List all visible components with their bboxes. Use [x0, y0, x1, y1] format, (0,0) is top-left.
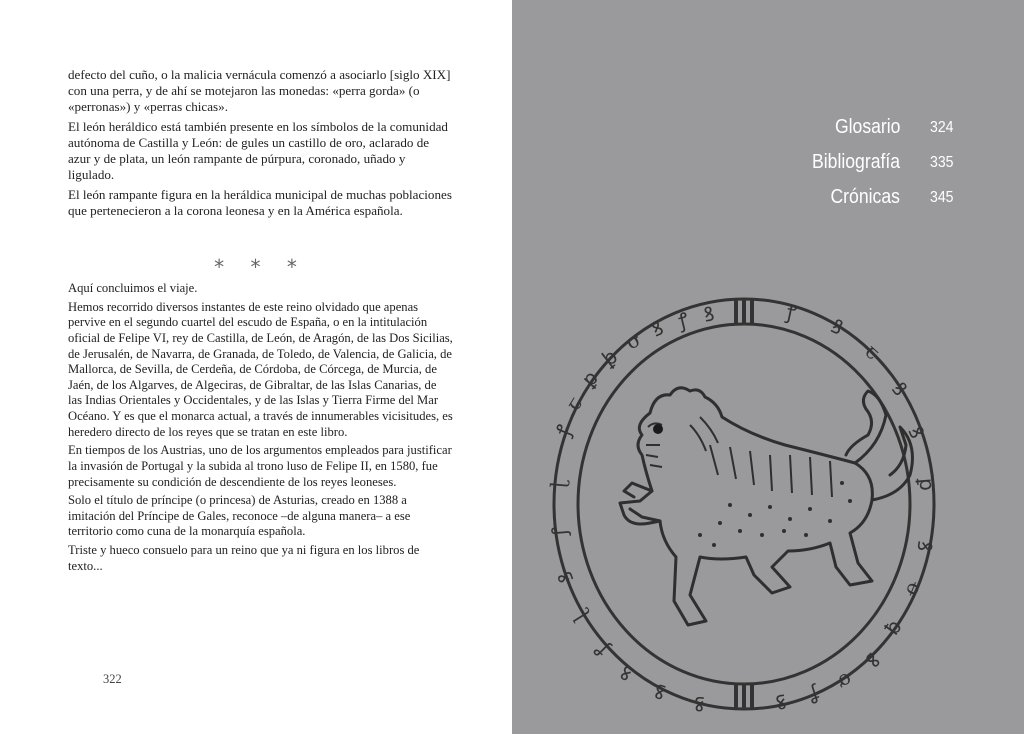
- svg-text:ɭ: ɭ: [567, 607, 593, 627]
- paragraph: Aquí concluimos el viaje.: [68, 281, 198, 295]
- paragraph: Solo el título de príncipe (o princesa) de Asturias, creado en 1388 a imitación del Príncipe de Gales, reconoce –de alguna manera– a ese territorio como cuna de la monarquía española.: [68, 493, 411, 539]
- svg-text:ꝸ: ꝸ: [552, 568, 579, 586]
- svg-text:ꝸ: ꝸ: [886, 377, 913, 401]
- svg-text:ꝑ: ꝑ: [576, 365, 603, 392]
- svg-text:ɭ: ɭ: [545, 479, 571, 490]
- toc-entry-cronicas[interactable]: [512, 186, 1024, 216]
- svg-text:ꞇ: ꞇ: [860, 339, 885, 365]
- closing-text: [68, 281, 453, 578]
- intro-text: [68, 67, 453, 223]
- paragraph: Triste y hueco consuelo para un reino que ya ni figura en los libros de texto...: [68, 543, 420, 573]
- paragraph: El león heráldico está también presente en los símbolos de la comunidad autónoma de Castilla y León: de gules un castillo de oro, aclarado de azur y de plata, un león rampante de púrpura, coronado, uñado y ligulado.: [68, 119, 448, 182]
- section-separator: * * *: [214, 255, 307, 279]
- toc-page-number: 335: [930, 154, 954, 171]
- svg-text:ꝸ: ꝸ: [702, 301, 716, 327]
- svg-text:ꝗ: ꝗ: [882, 616, 910, 642]
- toc-page-number: 324: [930, 119, 954, 136]
- svg-text:ꝋ: ꝋ: [900, 578, 929, 601]
- paragraph: En tiempos de los Austrias, uno de los argumentos empleados para justificar la invasión de Portugal y la subida al trono luso de Felipe II, en 1580, fue precisamente su condición de descendiente de los reyes leoneses.: [68, 443, 452, 489]
- svg-text:ꝸ: ꝸ: [912, 538, 938, 554]
- toc-label: Crónicas: [830, 186, 900, 208]
- paragraph: defecto del cuño, o la malicia vernácula comenzó a asociarlo [siglo XIX] con una perra, y de ahí se motejaron las monedas: «perra gorda» (o «perronas») y «perras chicas».: [68, 67, 451, 114]
- right-page: [512, 0, 1024, 734]
- svg-text:ꝑ: ꝑ: [914, 477, 940, 492]
- svg-text:ꝸ: ꝸ: [648, 315, 667, 342]
- toc-entry-bibliografia[interactable]: [512, 151, 1024, 181]
- toc-label: Glosario: [834, 116, 900, 138]
- svg-text:ꝸ: ꝸ: [774, 689, 788, 715]
- svg-text:ꝸ: ꝸ: [903, 423, 930, 442]
- paragraph: Hemos recorrido diversos instantes de este reino olvidado que apenas pervive en el segundo cuartel del escudo de España, o en la intitulación oficial de Felipe VI, rey de Castilla, de León, de Aragón, de las Dos Sicilias, de Jerusalén, de Navarra, de Granada, de Toledo, de Valencia, de Galicia, de Mallorca, de Sevilla, de Cerdeña, de Córdoba, de Córcega, de Murcia, de Jaén, de los Algarves, de Algeciras, de Gibraltar, de las Islas Canarias, de las Indias Orientales y Occidentales, y de las Islas y Tierra Firme del Mar Océano. Y es que el monarca actual, a través de innumerables vicisitudes, es heredero directo de los reyes que se tratan en este libro.: [68, 299, 453, 439]
- svg-text:ꝸ: ꝸ: [615, 659, 638, 686]
- toc-label: Bibliografía: [811, 151, 900, 173]
- svg-text:ꝧ: ꝧ: [597, 344, 623, 371]
- svg-text:ꝸ: ꝸ: [860, 647, 885, 673]
- page-number: 322: [103, 672, 122, 686]
- svg-text:ơ: ơ: [621, 327, 644, 355]
- svg-text:ꞇ: ꞇ: [560, 392, 588, 415]
- svg-text:ꝸ: ꝸ: [651, 678, 669, 705]
- svg-text:ꝭ: ꝭ: [589, 638, 613, 662]
- svg-text:ꝸ: ꝸ: [692, 691, 706, 717]
- svg-text:ꝭ: ꝭ: [550, 421, 577, 440]
- svg-text:ơ: ơ: [834, 667, 857, 695]
- lion-seal-icon: [545, 295, 940, 717]
- svg-text:ꝭ: ꝭ: [546, 525, 572, 538]
- toc-entry-glosario[interactable]: [512, 116, 1024, 146]
- svg-text:ꝭ: ꝭ: [675, 307, 691, 333]
- paragraph: El león rampante figura en la heráldica municipal de muchas poblaciones que pertenecieron a la corona leonesa y en la América española.: [68, 187, 452, 218]
- toc-page-number: 345: [930, 189, 954, 206]
- svg-text:ꝸ: ꝸ: [827, 313, 848, 340]
- svg-text:ꝭ: ꝭ: [805, 682, 823, 709]
- svg-text:ꝭ: ꝭ: [784, 299, 799, 325]
